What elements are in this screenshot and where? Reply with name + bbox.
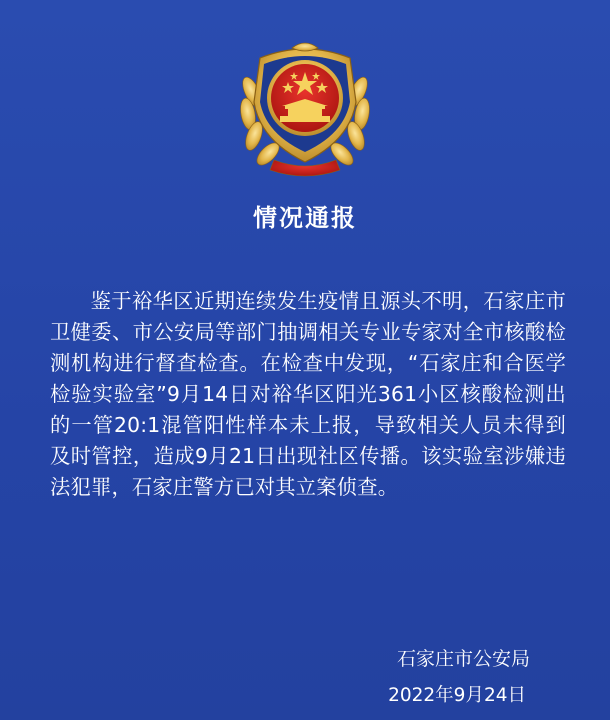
notice-title: 情况通报 bbox=[253, 204, 357, 232]
issuer-name: 石家庄市公安局 bbox=[396, 648, 530, 670]
police-emblem-icon bbox=[230, 22, 380, 180]
notice-body: 鉴于裕华区近期连续发生疫情且源头不明，石家庄市卫健委、市公安局等部门抽调相关专业专家对全市核酸检测机构进行督查检查。在检查中发现，“石家庄和合医学检验实验室”9月14日对裕华区阳光361小区核酸检测出的一管20:1混管阳性样本未上报，导致相关人员未得到及时管控，造成9月21日出现社区传播。该实验室涉嫌违法犯罪，石家庄警方已对其立案侦查。 bbox=[50, 289, 566, 499]
issue-date: 2022年9月24日 bbox=[388, 685, 526, 706]
